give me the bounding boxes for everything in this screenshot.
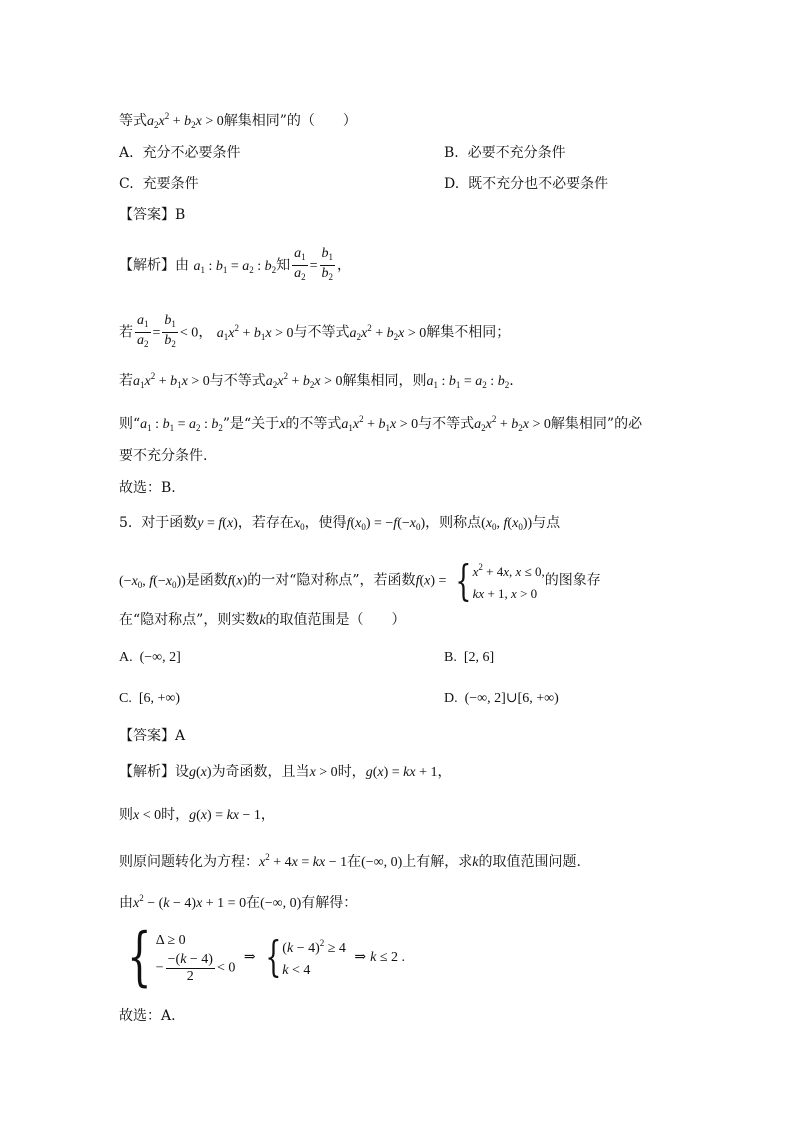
q4-option-b[interactable]: B. 必要不充分条件 [444,145,566,161]
system-result: $(k - 4)^2 \ge 4$ k < 4 [282,938,346,978]
q4-analysis-line-5: 要不充分条件. [119,448,208,464]
q5-choose: 故选：A. [119,1008,176,1024]
q4-analysis-line-2: 若 $\frac{a_1}{a_2}$ = $\frac{b_1}{b_2}$ < 0， $a_1x^2 + b_1x > 0$与不等式$a_2x^2 + b_2x > 0$解集不相同； [119,313,511,349]
q5-analysis-line-4: 由$x^2 - (k - 4)x + 1 = 0$在(−∞, 0)有解得： [119,893,358,911]
q5-option-c[interactable]: C. [6, +∞) [119,691,181,706]
q4-analysis-line-1: 【解析】由 $a_1$ : $b_1 = a_2$ : $b_2$知 $\frac{a_1}{a_2}$ = $\frac{b_1}{b_2}$ ， [119,246,351,285]
q5-option-a[interactable]: A. (−∞, 2] [119,650,181,665]
math-inequality-2: $a_2x^2 + b_2x > 0$ [147,111,224,130]
q5-stem-line-3: 在“隐对称点”，则实数k的取值范围是（ ） [119,612,406,628]
q4-analysis-line-4: 则“$a_1$ : $b_1 = a_2$ : $b_2$”是“关于x的不等式$a_1x^2 + b_1x > 0$与不等式$a_2x^2 + b_2x > 0$解集相同”的必 [119,414,643,433]
q5-answer: 【答案】A [119,728,186,744]
q5-derivation: { Δ ≥ 0 − $\frac{-(k - 4)}{2}$ < 0 ⇒ { $(k - 4)^2 \ge 4$ k < 4 ⇒ k ≤ 2 . [127,920,406,994]
q5-stem-line-2: ($-x_0$, $f(-x_0)$)是函数f(x)的一对“隐对称点”，若函数f(x) = { $x^2 + 4x$, x ≤ 0, kx + 1, x > 0 的图象存 [119,555,601,605]
q4-option-d[interactable]: D. 既不充分也不必要条件 [444,176,609,192]
q5-stem-line-1: 5. 对于函数y = f(x)，若存在$x_0$，使得$f(x_0) = -f(-x_0)$，则称点($x_0$, $f(x_0)$)与点 [119,515,561,532]
fraction-a1-a2: $\frac{a_1}{a_2}$ [294,246,306,282]
piecewise-function: $x^2 + 4x$, x ≤ 0, kx + 1, x > 0 [472,562,545,601]
q5-option-b[interactable]: B. [2, 6] [444,650,495,665]
q4-analysis-line-3: 若$a_1x^2 + b_1x > 0$与不等式$a_2x^2 + b_2x > 0$解集相同，则$a_1$ : $b_1 = a_2$ : $b_2$. [119,371,514,390]
q5-analysis-line-2: 则x < 0时，g(x) = kx − 1， [119,807,275,823]
q4-stem-tail: 等式$a_2x^2 + b_2x > 0$解集相同”的（ ） [119,111,357,130]
piecewise-brace: { [455,555,472,605]
q4-option-c[interactable]: C. 充要条件 [119,176,199,192]
q5-analysis-line-3: 则原问题转化为方程：$x^2 + 4x$ = kx − 1在(−∞, 0)上有解，求k的取值范围问题. [119,852,581,870]
q4-answer: 【答案】B [119,207,186,223]
q4-choose: 故选：B. [119,480,176,496]
q5-option-d[interactable]: D. (−∞, 2]∪[6, +∞) [444,691,559,706]
q5-analysis-line-1: 【解析】设g(x)为奇函数，且当x > 0时，g(x) = kx + 1， [119,764,452,780]
q4-option-a[interactable]: A. 充分不必要条件 [119,145,241,161]
fraction-b1-b2: $\frac{b_1}{b_2}$ [321,246,334,282]
system-discriminant: Δ ≥ 0 − $\frac{-(k - 4)}{2}$ < 0 [155,932,236,984]
